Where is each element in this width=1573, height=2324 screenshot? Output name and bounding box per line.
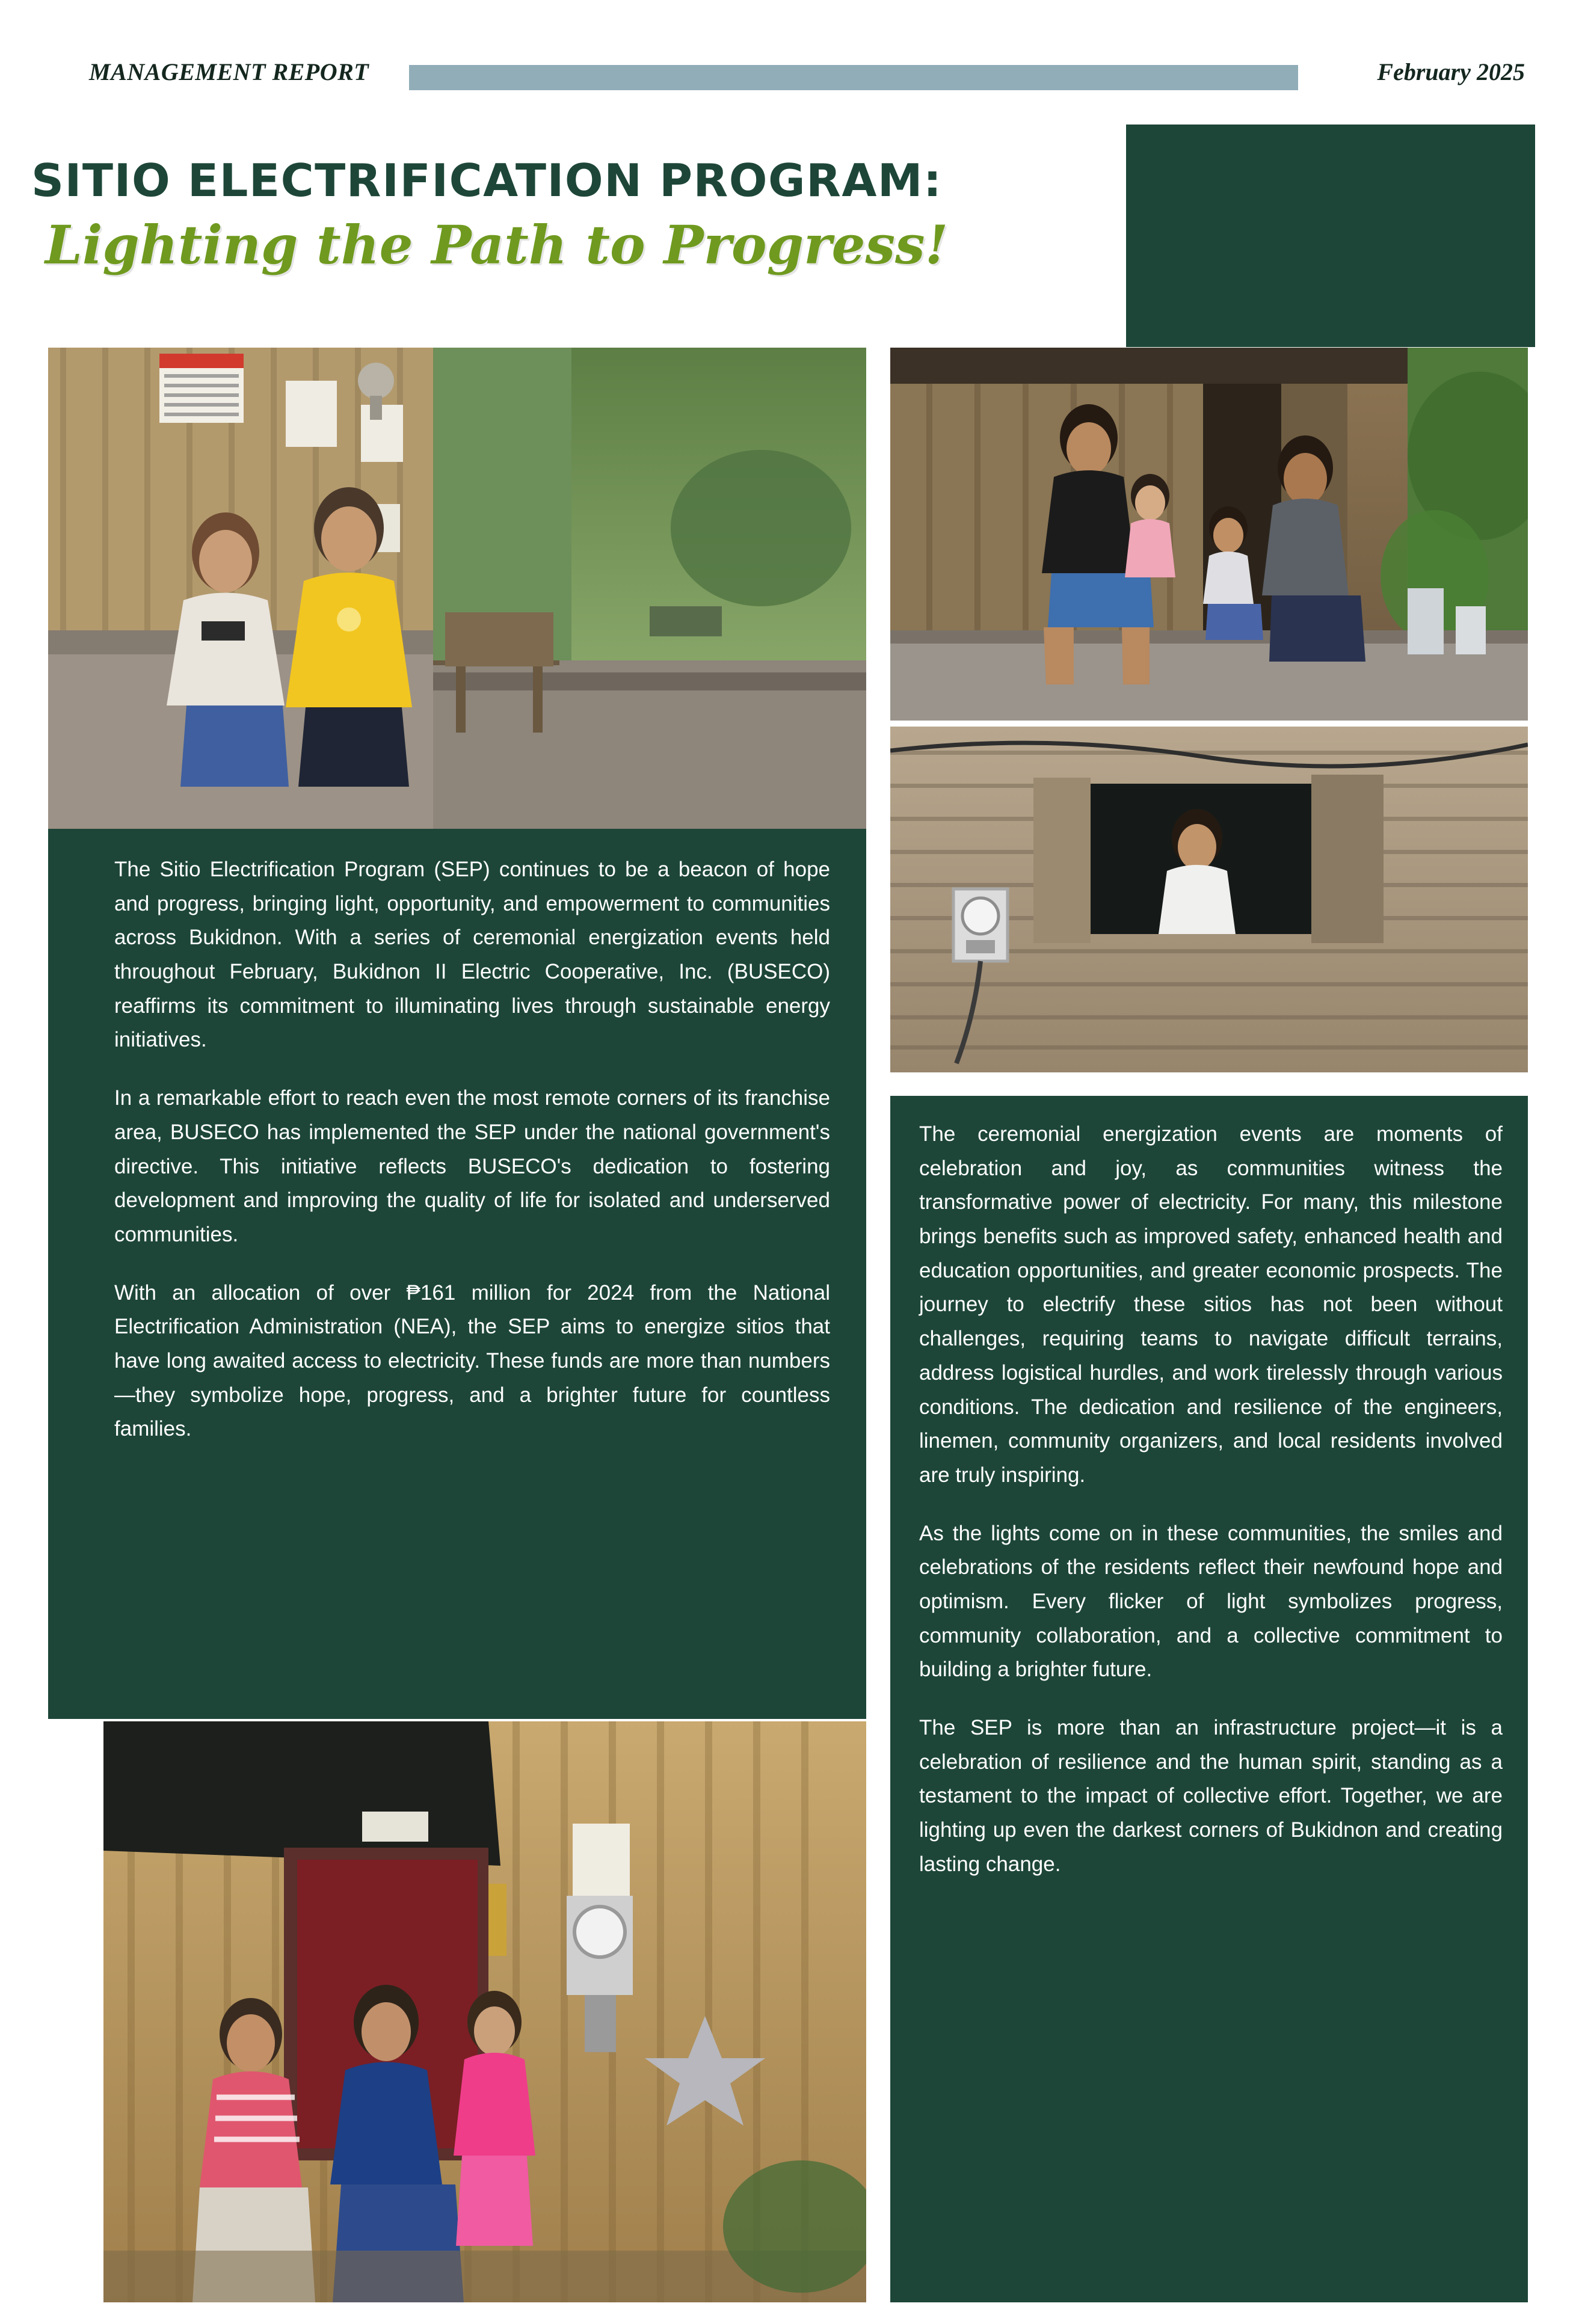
photo-family-at-door-image xyxy=(103,1721,866,2302)
right-paragraph-1: The ceremonial energization events are moments of celebration and joy, as communities witness the transformative power of electricity. For many, this milestone brings benefits such as improved safety, enhanced health and education opportunities, and greater economic prospects. The journey to electrify these sitios has not been without challenges, requiring teams to navigate difficult terrains, address logistical hurdles, and work tirelessly through various conditions. The dedication and resilience of the engineers, linemen, community organizers, and local residents involved are truly inspiring. xyxy=(919,1122,1503,1487)
left-paragraph-2: In a remarkable effort to reach even the most remote corners of its franchise area, BUSECO has implemented the SEP under the national government's directive. This initiative reflects BUSECO's dedication to fostering development and improving the quality of life for isolated and underserved communities. xyxy=(114,1086,830,1246)
title-accent-block xyxy=(1126,124,1535,347)
page-title: SITIO ELECTRIFICATION PROGRAM: xyxy=(31,154,943,207)
page-subtitle: Lighting the Path to Progress! xyxy=(45,214,949,276)
report-date: February 2025 xyxy=(1377,58,1525,85)
left-paragraph-3: With an allocation of over ₱161 million for 2024 from the National Electrification Administration (NEA), the SEP aims to energize sitios that have long awaited access to electricity. These funds are more than numbers—they symbolize hope, progress, and a brighter future for countless families. xyxy=(114,1280,830,1441)
right-paragraph-3: The SEP is more than an infrastructure project—it is a celebration of resilience and the human spirit, standing as a testament to the impact of collective effort. Together, we are lighting up even the darkest corners of Bukidnon and creating lasting change. xyxy=(919,1716,1503,1876)
photo-window-woman-image xyxy=(890,727,1528,1072)
photo-elderly-couple-image xyxy=(48,348,866,829)
photo-family-at-door xyxy=(103,1721,866,2302)
left-paragraph-1: The Sitio Electrification Program (SEP) continues to be a beacon of hope and progress, bringing light, opportunity, and empowerment to communities across Bukidnon. With a series of ceremonial energization events held throughout February, Bukidnon II Electric Cooperative, Inc. (BUSECO) reaffirms its commitment to illuminating lives through sustainable energy initiatives. xyxy=(114,858,830,1052)
photo-window-woman xyxy=(890,727,1528,1072)
left-body-copy xyxy=(114,853,830,1446)
photo-family-porch xyxy=(890,348,1528,721)
report-label: MANAGEMENT REPORT xyxy=(89,58,369,85)
photo-elderly-couple xyxy=(48,348,866,829)
header-rule-bar xyxy=(409,65,1298,90)
right-body-copy xyxy=(919,1117,1503,1881)
photo-family-porch-image xyxy=(890,348,1528,721)
right-paragraph-2: As the lights come on in these communities, the smiles and celebrations of the residents reflect their newfound hope and optimism. Every flicker of light symbolizes progress, community collaboration, and a collective commitment to building a brighter future. xyxy=(919,1521,1503,1682)
